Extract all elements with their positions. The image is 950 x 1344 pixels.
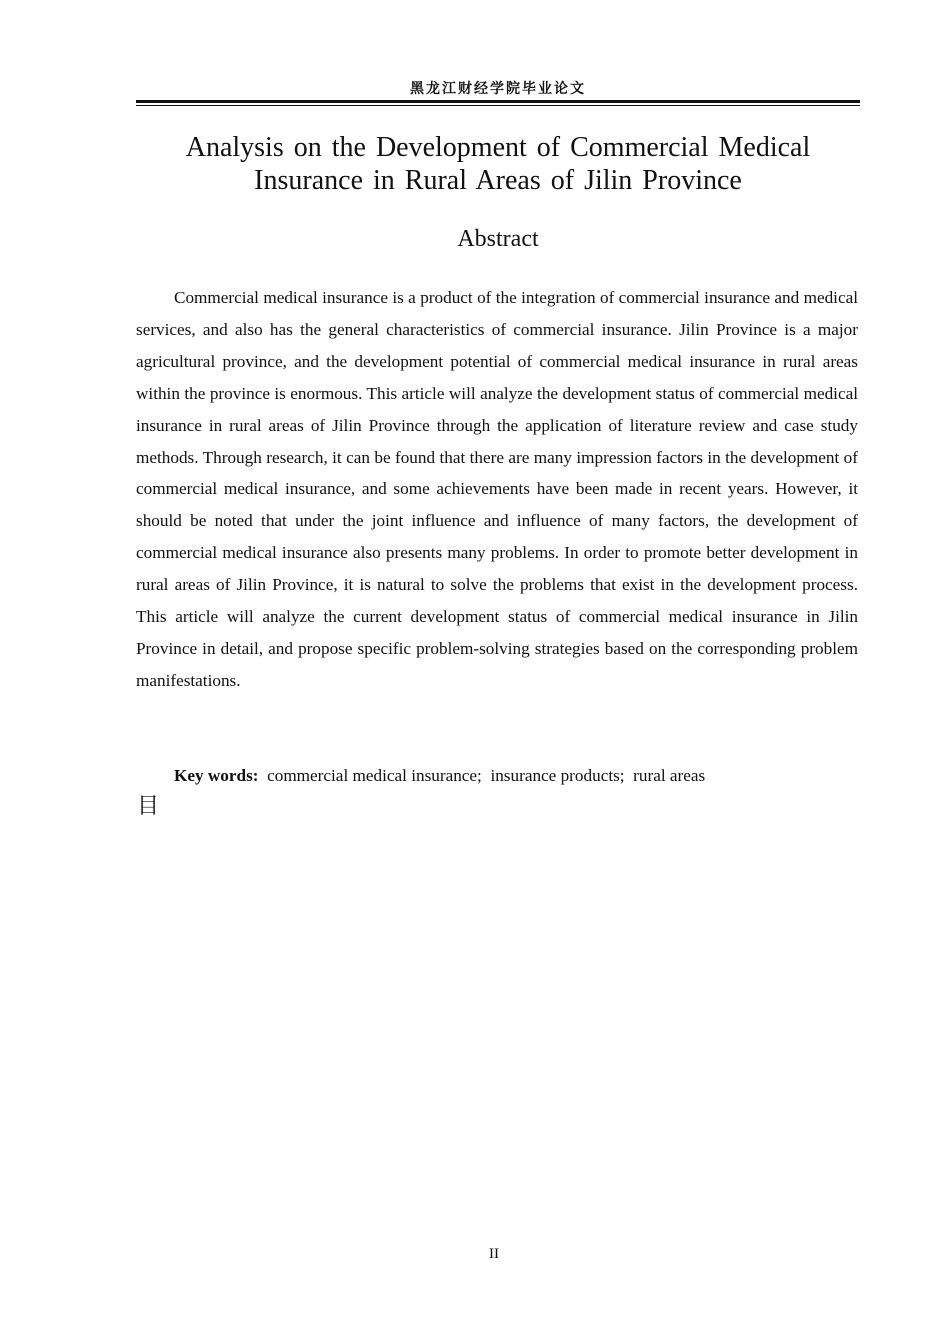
toc-heading-fragment: 目 bbox=[137, 794, 160, 819]
keywords-label: Key words: bbox=[174, 766, 259, 785]
abstract-heading: Abstract bbox=[457, 226, 539, 252]
abstract-body: Commercial medical insurance is a product of the integration of commercial insurance and medical services, and also has the general characteristics of commercial insurance. Jilin Province is a major agricultural province, and the development potential of commercial medical insurance in rural areas within the province is enormous. This article will analyze the development status of commercial medical insurance in rural areas of Jilin Province through the application of literature review and case study methods. Through research, it can be found that there are many impression factors in the development of commercial medical insurance, and some achievements have been made in recent years. However, it should be noted that under the joint influence and influence of many factors, the development of commercial medical insurance also presents many problems. In order to promote better development in rural areas of Jilin Province, it is natural to solve the problems that exist in the development process. This article will analyze the current development status of commercial medical insurance in Jilin Province in detail, and propose specific problem-solving strategies based on the corresponding problem manifestations. bbox=[136, 288, 858, 690]
keyword-item: rural areas bbox=[633, 766, 706, 785]
keyword-item: commercial medical insurance; bbox=[267, 766, 482, 785]
paper-title bbox=[136, 131, 860, 197]
page-number: II bbox=[489, 1246, 499, 1262]
title-line-2: Insurance in Rural Areas of Jilin Province bbox=[254, 165, 742, 196]
running-header: 黑龙江财经学院毕业论文 bbox=[410, 81, 586, 97]
keyword-item: insurance products; bbox=[490, 766, 625, 785]
keywords-line bbox=[174, 762, 860, 790]
title-line-1: Analysis on the Development of Commercial Medical bbox=[185, 132, 811, 163]
header-rule-thin bbox=[136, 105, 860, 106]
header-rule-thick bbox=[136, 100, 860, 103]
